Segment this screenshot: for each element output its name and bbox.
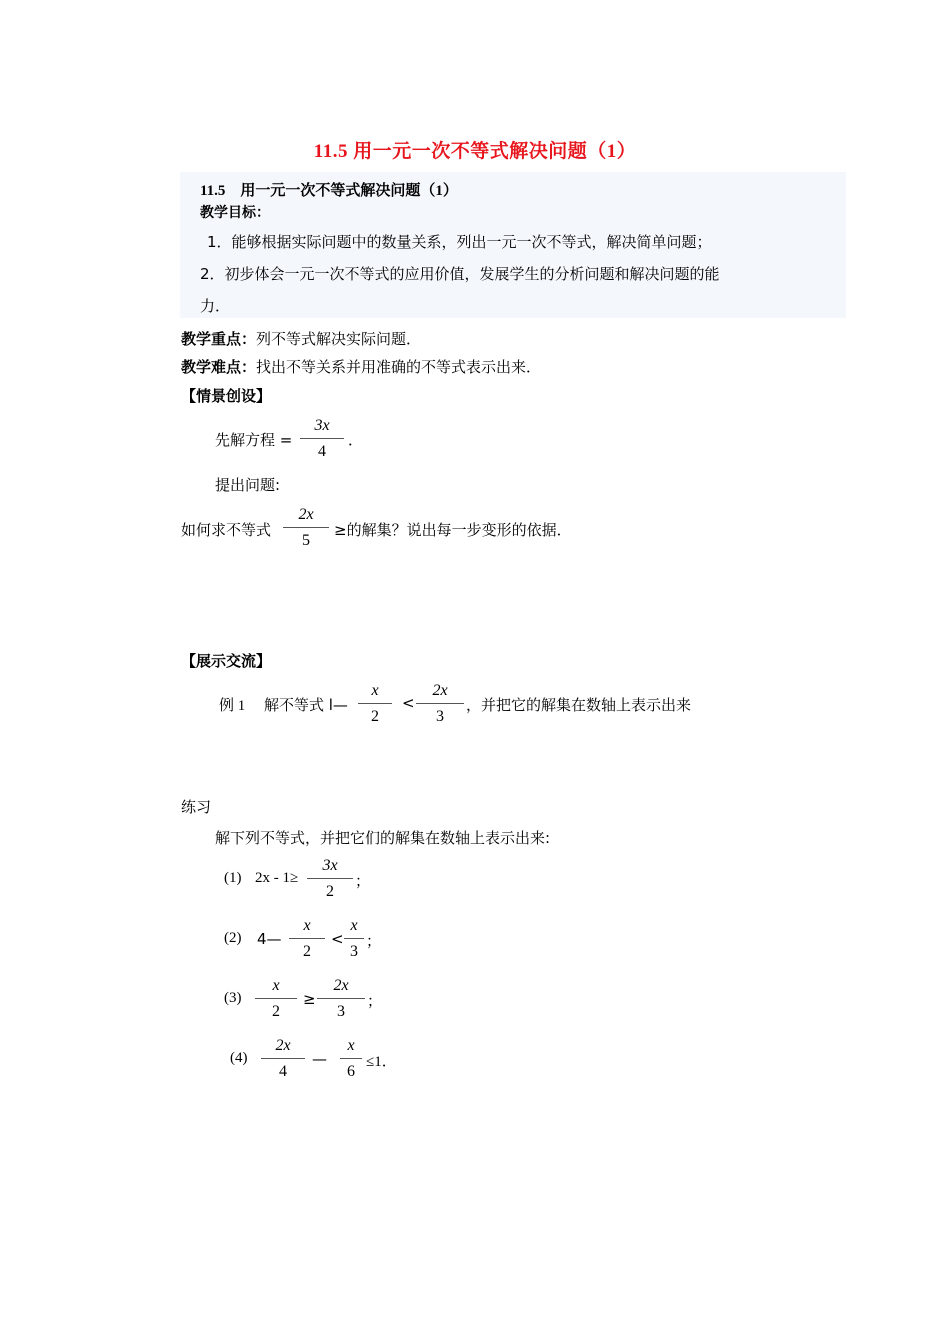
practice-4-end: ≤1． bbox=[366, 1054, 397, 1070]
difficult-point bbox=[181, 356, 541, 377]
section-heading: 11.5 用一元一次不等式解决问题（1） bbox=[200, 183, 458, 199]
ask-label: 提出问题: bbox=[215, 476, 281, 494]
practice-3-denominator-2: 3 bbox=[337, 1003, 345, 1020]
practice-1-denominator: 2 bbox=[326, 883, 334, 900]
goals-label: 教学目标： bbox=[200, 205, 270, 221]
key-point-label: 教学重点： bbox=[181, 330, 257, 348]
question-prefix: 如何求不等式 bbox=[181, 521, 272, 539]
practice-4-fraction-1 bbox=[261, 1038, 305, 1080]
exhibit-heading: 【展示交流】 bbox=[181, 652, 272, 670]
practice-2-denominator-2: 3 bbox=[350, 943, 358, 960]
practice-2-label: (2) bbox=[224, 930, 242, 946]
less-than-symbol: < bbox=[402, 694, 415, 712]
example-fraction-2 bbox=[416, 683, 464, 725]
practice-1-lhs: 2x - 1≥ bbox=[255, 870, 299, 886]
difficult-point-label: 教学难点： bbox=[181, 358, 257, 376]
question-suffix: ≥的解集？说出每一步变形的依据． bbox=[334, 521, 572, 539]
practice-3-end: ； bbox=[367, 992, 383, 1010]
example-f1-denominator: 2 bbox=[371, 708, 379, 725]
practice-4-fraction-2 bbox=[340, 1038, 362, 1080]
practice-1-end: ； bbox=[355, 872, 371, 890]
example-f2-denominator: 3 bbox=[436, 708, 444, 725]
example-label: 例 1 bbox=[219, 698, 246, 714]
practice-4-numerator-2: x bbox=[347, 1037, 355, 1054]
practice-4-numerator-1: 2x bbox=[275, 1037, 291, 1054]
document-title: 11.5 用一元一次不等式解决问题（1） bbox=[313, 141, 637, 162]
scenario-heading: 【情景创设】 bbox=[181, 387, 272, 405]
practice-2-numerator-1: x bbox=[303, 917, 311, 934]
practice-3-label: (3) bbox=[224, 990, 242, 1006]
practice-2-numerator-2: x bbox=[350, 917, 358, 934]
example-suffix: ，并把它的解集在数轴上表示出来 bbox=[466, 696, 692, 714]
practice-2-denominator-1: 2 bbox=[303, 943, 311, 960]
practice-3-denominator-1: 2 bbox=[272, 1003, 280, 1020]
question-numerator: 2x bbox=[298, 506, 314, 523]
goal-item-2: 2．初步体会一元一次不等式的应用价值，发展学生的分析问题和解决问题的能 bbox=[200, 265, 720, 283]
practice-4-label: (4) bbox=[230, 1050, 248, 1066]
practice-4-denominator-1: 4 bbox=[279, 1063, 287, 1080]
key-point-text: 列不等式解决实际问题． bbox=[256, 330, 422, 348]
goal-item-3: 力． bbox=[200, 297, 231, 315]
difficult-point-text: 找出不等关系并用准确的不等式表示出来． bbox=[256, 358, 542, 376]
example-f2-numerator: 2x bbox=[432, 682, 448, 699]
equation-numerator: 3x bbox=[314, 417, 330, 434]
goal-item-1: 1．能够根据实际问题中的数量关系，列出一元一次不等式，解决简单问题； bbox=[207, 233, 712, 251]
practice-3-fraction-1 bbox=[255, 978, 297, 1020]
question-fraction bbox=[283, 507, 329, 549]
practice-2-end: ； bbox=[366, 932, 382, 950]
key-point bbox=[181, 328, 421, 349]
greater-equal-symbol: ≥ bbox=[303, 990, 316, 1008]
practice-heading: 练习 bbox=[181, 798, 212, 816]
practice-1-numerator: 3x bbox=[322, 857, 338, 874]
equation-fraction bbox=[300, 418, 344, 460]
question-denominator: 5 bbox=[302, 532, 310, 549]
practice-4-denominator-2: 6 bbox=[347, 1063, 355, 1080]
equation-prefix: 先解方程 = bbox=[215, 431, 293, 449]
practice-2-fraction-2 bbox=[344, 918, 364, 960]
minus-symbol: — bbox=[312, 1050, 327, 1068]
practice-1-label: (1) bbox=[224, 870, 242, 886]
practice-2-lhs: 4— bbox=[257, 930, 282, 948]
practice-3-fraction-2 bbox=[317, 978, 365, 1020]
less-than-symbol: < bbox=[331, 930, 344, 948]
practice-3-numerator-1: x bbox=[272, 977, 280, 994]
practice-instruction: 解下列不等式，并把它们的解集在数轴上表示出来: bbox=[215, 829, 551, 847]
equation-denominator: 4 bbox=[318, 443, 326, 460]
equation-suffix: ． bbox=[348, 431, 364, 449]
example-fraction-1 bbox=[358, 683, 392, 725]
practice-2-fraction-1 bbox=[289, 918, 325, 960]
practice-3-numerator-2: 2x bbox=[333, 977, 349, 994]
example-prefix: 解不等式 l— bbox=[264, 696, 348, 714]
example-f1-numerator: x bbox=[371, 682, 379, 699]
practice-1-fraction bbox=[307, 858, 353, 900]
